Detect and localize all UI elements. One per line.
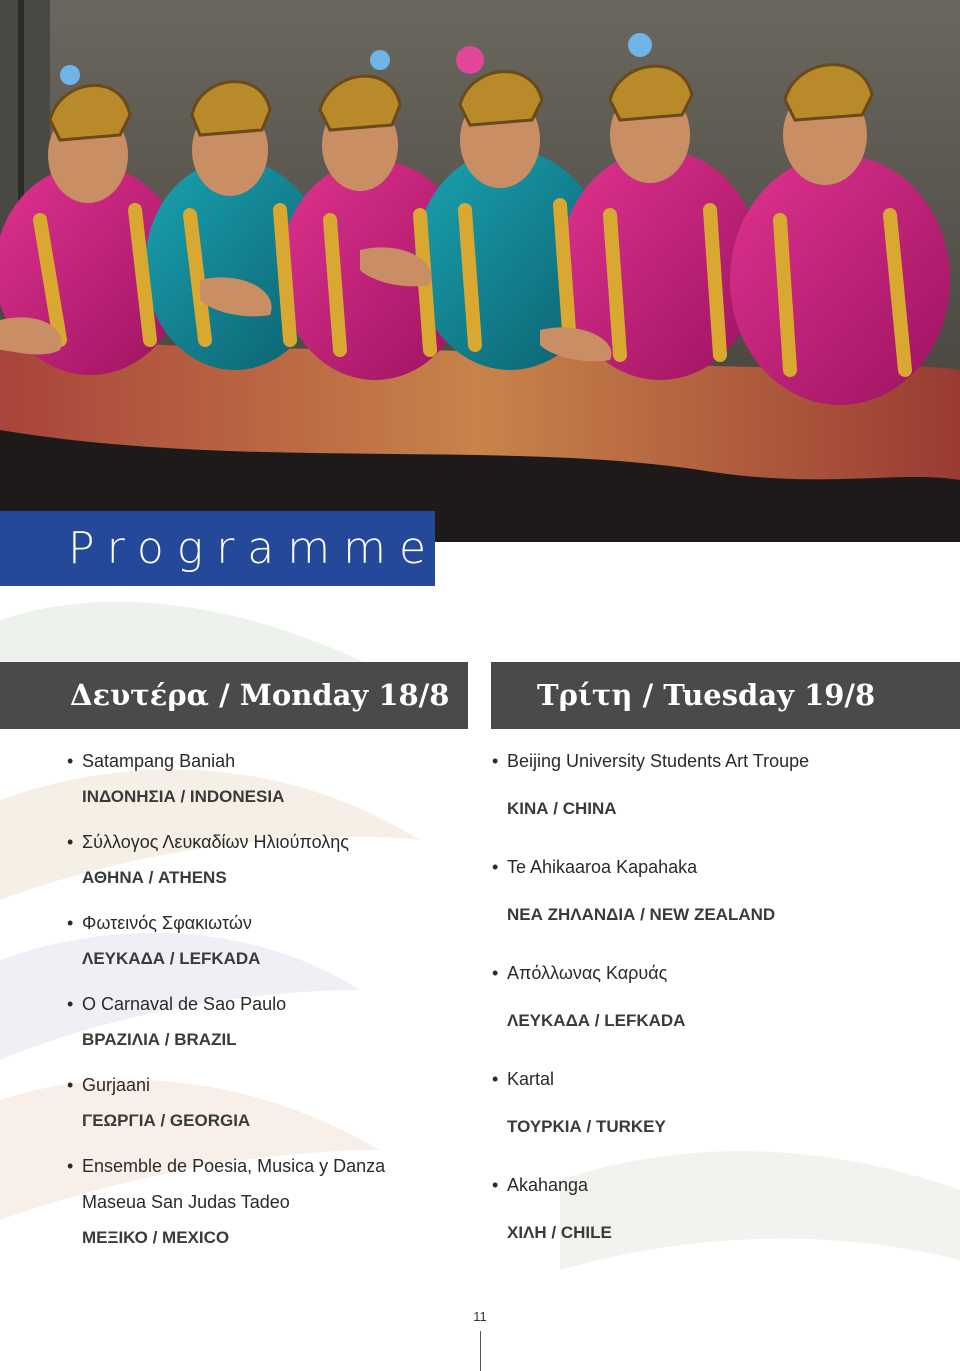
- group-country: ΒΡΑΖΙΛΙΑ / BRAZIL: [82, 1030, 237, 1049]
- bullet-icon: •: [492, 1175, 499, 1195]
- list-item: [66, 750, 466, 831]
- group-country: ΓΕΩΡΓΙΑ / GEORGIA: [82, 1111, 251, 1130]
- group-name: Απόλλωνας Καρυάς: [507, 963, 668, 983]
- bullet-icon: •: [67, 913, 74, 933]
- group-country: ΜΕΞΙΚΟ / MEXICO: [82, 1228, 230, 1247]
- bullet-icon: •: [492, 963, 499, 983]
- group-name: Σύλλογος Λευκαδίων Ηλιούπολης: [82, 832, 349, 852]
- programme-banner: [0, 511, 440, 586]
- bullet-icon: •: [67, 1075, 74, 1095]
- page-number: 11: [473, 1309, 487, 1324]
- tuesday-header: [491, 662, 960, 729]
- list-item: [491, 1068, 951, 1174]
- group-country: ΛΕΥΚΑΔΑ / LEFKADA: [507, 1011, 686, 1030]
- tuesday-header-label: Τρίτη / Tuesday 19/8: [537, 678, 876, 712]
- monday-header: [0, 662, 468, 729]
- group-name: Gurjaani: [82, 1075, 151, 1095]
- group-country: ΤΟΥΡΚΙΑ / TURKEY: [507, 1117, 666, 1136]
- group-country: ΛΕΥΚΑΔΑ / LEFKADA: [82, 949, 261, 968]
- bullet-icon: •: [67, 751, 74, 771]
- group-country: ΝΕΑ ΖΗΛΑΝΔΙΑ / NEW ZEALAND: [507, 905, 776, 924]
- list-item: [491, 750, 951, 856]
- bullet-icon: •: [492, 1069, 499, 1089]
- list-item: [491, 856, 951, 962]
- tuesday-list: [491, 750, 951, 1280]
- group-name: Ensemble de Poesia, Musica y Danza: [82, 1156, 386, 1176]
- list-item: [66, 831, 466, 912]
- list-item: [66, 912, 466, 993]
- group-country: ΙΝΔΟΝΗΣΙΑ / INDONESIA: [82, 787, 285, 806]
- bullet-icon: •: [67, 994, 74, 1014]
- group-country: ΚΙΝΑ / CHINA: [507, 799, 617, 818]
- list-item: [66, 1074, 466, 1155]
- list-item: [491, 962, 951, 1068]
- group-country: ΧΙΛΗ / CHILE: [507, 1223, 612, 1242]
- dancers-photo: [0, 0, 960, 542]
- group-name-continued: Maseua San Judas Tadeo: [82, 1192, 290, 1212]
- group-country: ΑΘΗΝΑ / ATHENS: [82, 868, 227, 887]
- bullet-icon: •: [492, 857, 499, 877]
- list-item: [491, 1174, 951, 1280]
- group-name: Kartal: [507, 1069, 555, 1089]
- group-name: Beijing University Students Art Troupe: [507, 751, 810, 771]
- monday-list: [66, 750, 466, 1272]
- bullet-icon: •: [67, 1156, 74, 1176]
- page-title: Programme: [68, 523, 440, 574]
- group-name: Akahanga: [507, 1175, 589, 1195]
- bullet-icon: •: [492, 751, 499, 771]
- group-name: Satampang Baniah: [82, 751, 236, 771]
- group-name: Te Ahikaaroa Kapahaka: [507, 857, 698, 877]
- group-name: O Carnaval de Sao Paulo: [82, 994, 287, 1014]
- list-item: [66, 993, 466, 1074]
- group-name: Φωτεινός Σφακιωτών: [82, 913, 252, 933]
- list-item: [66, 1155, 466, 1272]
- page-divider: [480, 1331, 481, 1371]
- monday-header-label: Δευτέρα / Monday 18/8: [70, 678, 450, 712]
- bullet-icon: •: [67, 832, 74, 852]
